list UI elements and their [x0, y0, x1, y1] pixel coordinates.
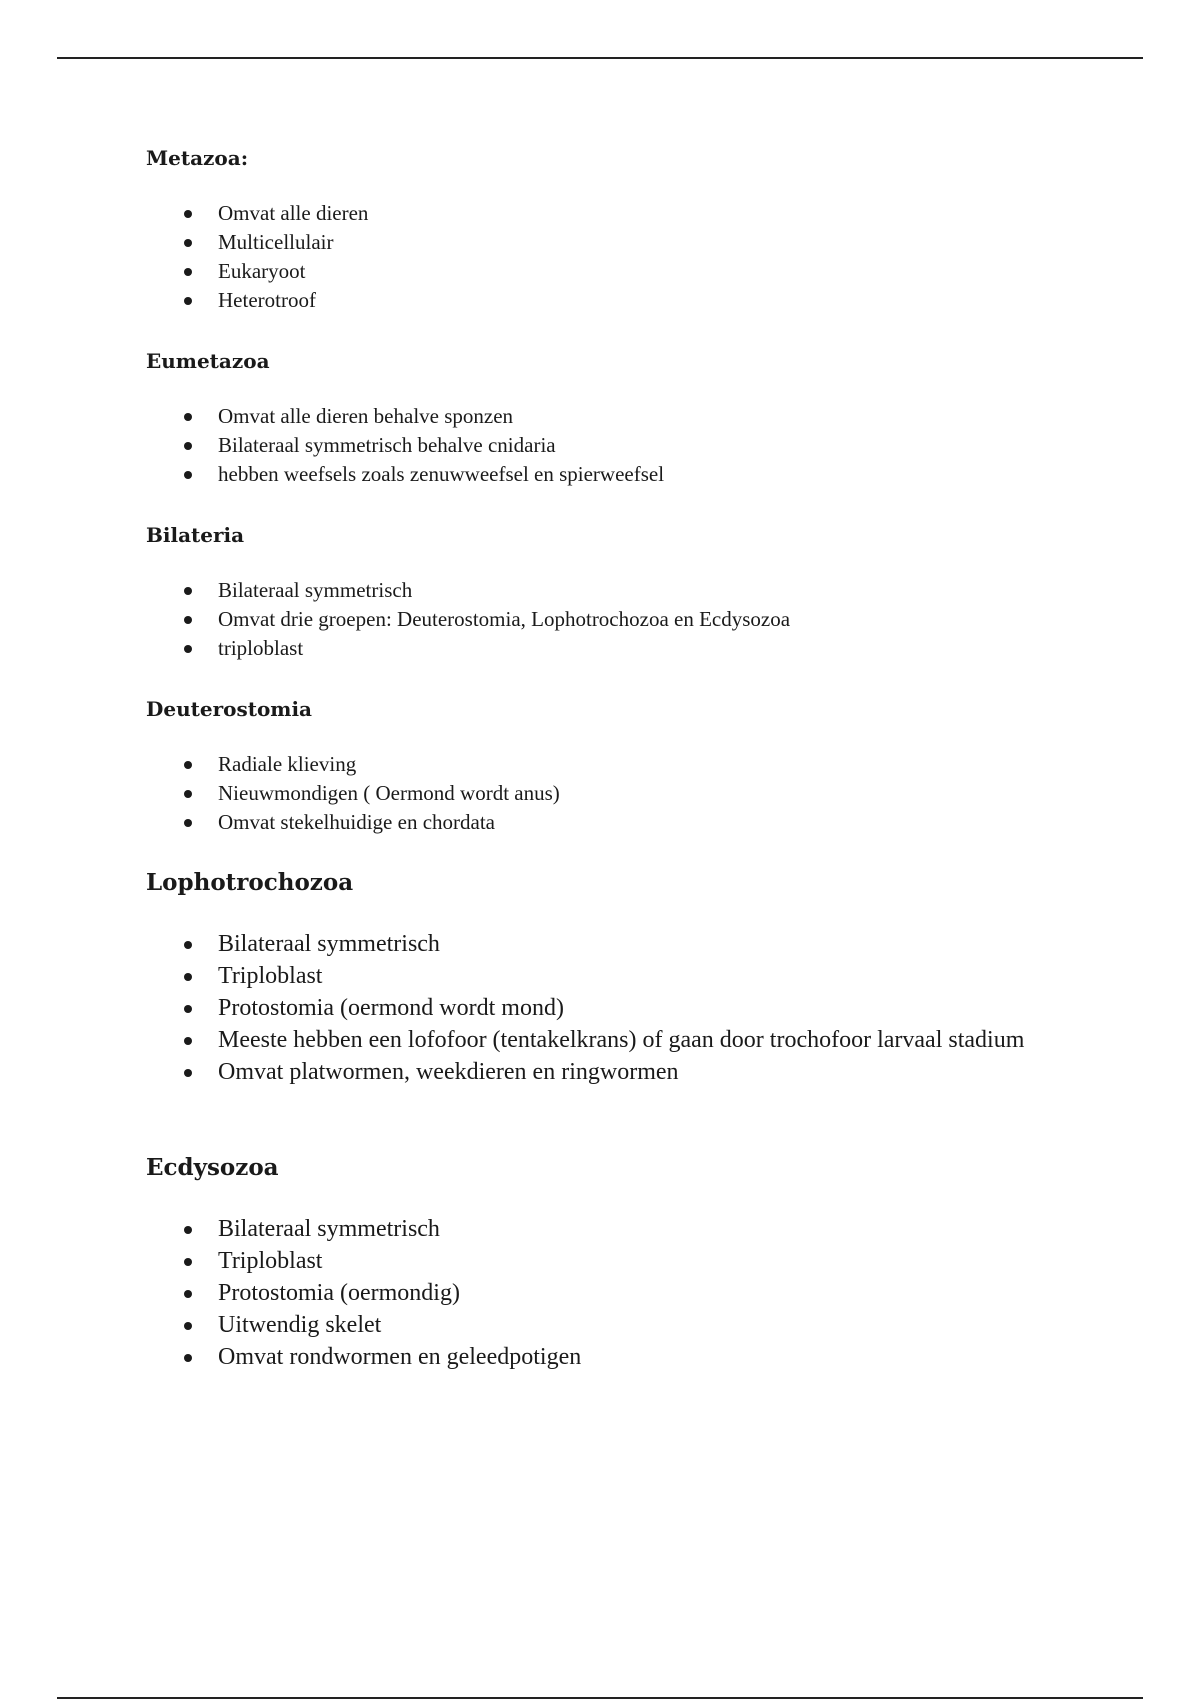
- list-item: Meeste hebben een lofofoor (tentakelkrans) of gaan door trochofoor larvaal stadium: [146, 1024, 1086, 1056]
- list-item: Omvat alle dieren: [146, 199, 1086, 228]
- section-bilateria: [146, 522, 1086, 663]
- section-lophotrochozoa: [146, 868, 1086, 1088]
- bullet-icon: [184, 1258, 192, 1266]
- top-rule: [57, 57, 1143, 59]
- list-item: Nieuwmondigen ( Oermond wordt anus): [146, 779, 1086, 808]
- bullet-icon: [184, 761, 192, 769]
- bullet-icon: [184, 790, 192, 798]
- bullet-icon: [184, 1322, 192, 1330]
- section-heading: Eumetazoa: [146, 349, 270, 373]
- list-item: Bilateraal symmetrisch: [146, 1213, 1086, 1245]
- bullet-icon: [184, 941, 192, 949]
- list-item: Bilateraal symmetrisch: [146, 576, 1086, 605]
- section-deuterostomia: [146, 696, 1086, 837]
- list-item: Protostomia (oermondig): [146, 1277, 1086, 1309]
- list-item: Protostomia (oermond wordt mond): [146, 992, 1086, 1024]
- bullet-list: [146, 1213, 1086, 1373]
- bullet-list: [146, 750, 1086, 837]
- bullet-icon: [184, 819, 192, 827]
- bullet-list: [146, 199, 1086, 315]
- bullet-icon: [184, 297, 192, 305]
- list-item: Multicellulair: [146, 228, 1086, 257]
- bullet-icon: [184, 268, 192, 276]
- section-heading: Bilateria: [146, 523, 245, 547]
- list-item: hebben weefsels zoals zenuwweefsel en spierweefsel: [146, 460, 1086, 489]
- bullet-icon: [184, 1226, 192, 1234]
- section-heading: Metazoa:: [146, 146, 249, 170]
- list-item: Bilateraal symmetrisch: [146, 928, 1086, 960]
- bullet-icon: [184, 413, 192, 421]
- list-item: Triploblast: [146, 960, 1086, 992]
- bullet-icon: [184, 645, 192, 653]
- bullet-icon: [184, 442, 192, 450]
- bullet-icon: [184, 239, 192, 247]
- bullet-icon: [184, 1290, 192, 1298]
- list-item: triploblast: [146, 634, 1086, 663]
- list-item: Triploblast: [146, 1245, 1086, 1277]
- list-item: Omvat rondwormen en geleedpotigen: [146, 1341, 1086, 1373]
- bullet-list: [146, 576, 1086, 663]
- section-ecdysozoa: [146, 1153, 1086, 1373]
- section-metazoa: [146, 145, 1086, 315]
- section-eumetazoa: [146, 348, 1086, 489]
- list-item: Omvat drie groepen: Deuterostomia, Lophotrochozoa en Ecdysozoa: [146, 605, 1086, 634]
- section-heading: Lophotrochozoa: [146, 869, 354, 896]
- bullet-icon: [184, 1069, 192, 1077]
- list-item: Eukaryoot: [146, 257, 1086, 286]
- bullet-icon: [184, 210, 192, 218]
- bottom-rule: [57, 1697, 1143, 1699]
- list-item: Uitwendig skelet: [146, 1309, 1086, 1341]
- list-item: Bilateraal symmetrisch behalve cnidaria: [146, 431, 1086, 460]
- bullet-list: [146, 402, 1086, 489]
- bullet-icon: [184, 1037, 192, 1045]
- list-item: Omvat alle dieren behalve sponzen: [146, 402, 1086, 431]
- bullet-icon: [184, 1354, 192, 1362]
- bullet-icon: [184, 587, 192, 595]
- bullet-icon: [184, 973, 192, 981]
- bullet-icon: [184, 1005, 192, 1013]
- bullet-icon: [184, 616, 192, 624]
- list-item: Omvat platwormen, weekdieren en ringwormen: [146, 1056, 1086, 1088]
- list-item: Radiale klieving: [146, 750, 1086, 779]
- list-item: Omvat stekelhuidige en chordata: [146, 808, 1086, 837]
- list-item: Heterotroof: [146, 286, 1086, 315]
- bullet-icon: [184, 471, 192, 479]
- section-heading: Ecdysozoa: [146, 1154, 279, 1181]
- section-heading: Deuterostomia: [146, 697, 313, 721]
- bullet-list: [146, 928, 1086, 1088]
